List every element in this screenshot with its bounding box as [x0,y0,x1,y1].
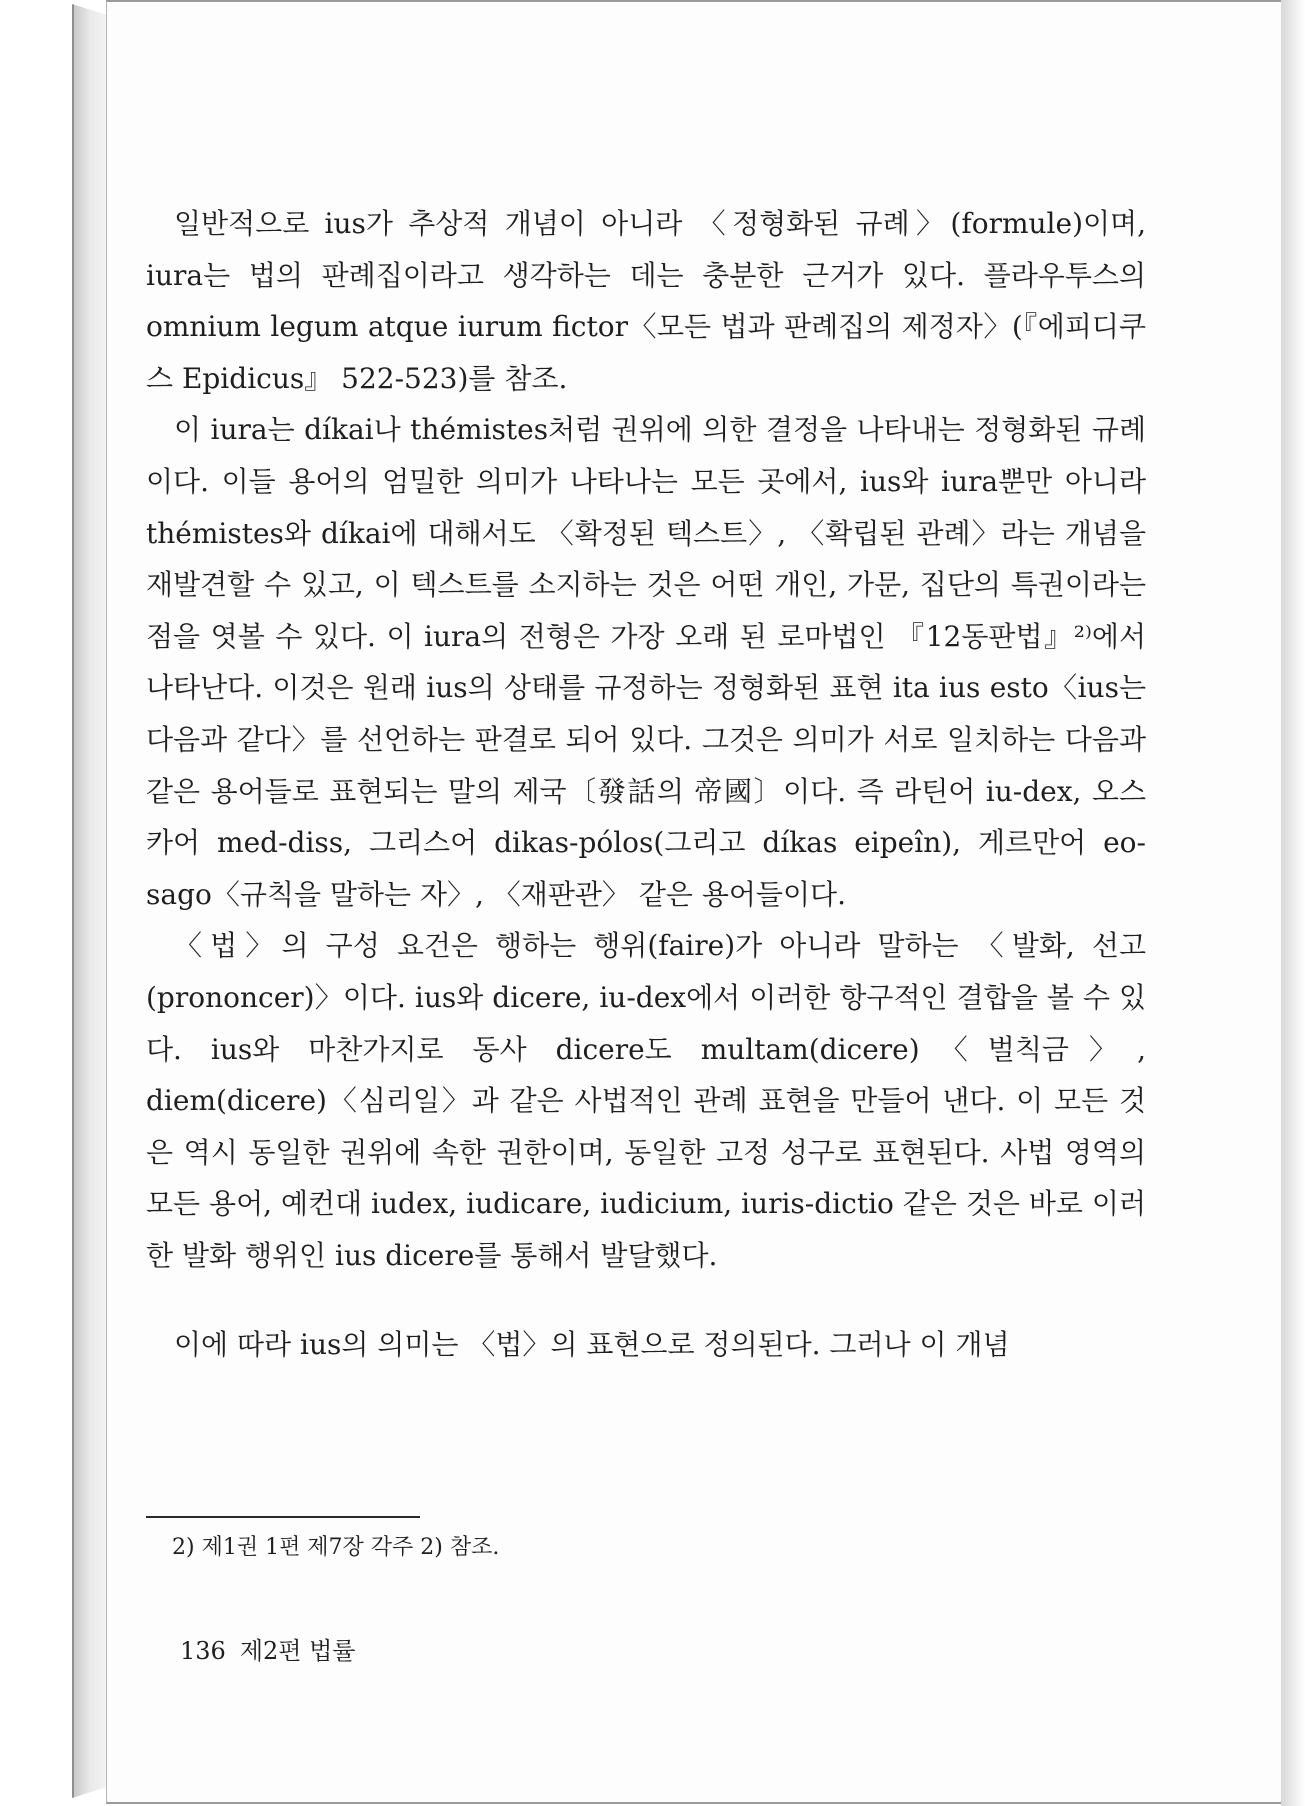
running-section-title: 제2편 법률 [239,1637,356,1665]
book-spine [72,4,110,1798]
paragraph-2: 이 iura는 díkai나 thémistes처럼 권위에 의한 결정을 나타내는 정형화된 규례이다. 이들 용어의 엄밀한 의미가 나타나는 모든 곳에서, ius와 iura뿐만 아니라 thémistes와 díkai에 대해서도 〈확정된 텍스트〉, 〈확립된 관례〉라는 개념을 재발견할 수 있고, 이 텍스트를 소지하는 것은 어떤 개인, 가문, 집단의 특권이라는 점을 엿볼 수 있다. 이 iura의 전형은 가장 오래 된 로마법인 『12동판법』²⁾에서 나타난다. 이것은 원래 ius의 상태를 규정하는 정형화된 표현 ita ius esto〈ius는 다음과 같다〉를 선언하는 판결로 되어 있다. 그것은 의미가 서로 일치하는 다음과 같은 용어들로 표현되는 말의 제국〔發話의 帝國〕이다. 즉 라틴어 iu-dex, 오스카어 med-diss, 그리스어 dikas-pólos(그리고 díkas eipeîn), 게르만어 eo-sago〈규칙을 말하는 자〉, 〈재판관〉 같은 용어들이다. [146,413,1146,911]
page-edge-shadow [1281,0,1305,1806]
paragraph-1: 일반적으로 ius가 추상적 개념이 아니라 〈정형화된 규례〉(formule)이며, iura는 법의 판례집이라고 생각하는 데는 충분한 근거가 있다. 플라우투스의 omnium legum atque iurum fictor〈모든 법과 판례집의 제정자〉(『에피디쿠스 Epidicus』 522-523)를 참조. [146,207,1146,395]
paragraph-3: 〈법〉의 구성 요건은 행하는 행위(faire)가 아니라 말하는 〈발화, 선고(prononcer)〉이다. ius와 dicere, iu-dex에서 이러한 항구적인 결합을 볼 수 있다. ius와 마찬가지로 동사 dicere도 multam(dicere)〈벌칙금〉, diem(dicere)〈심리일〉과 같은 사법적인 관례 표현을 만들어 낸다. 이 모든 것은 역시 동일한 권위에 속한 권한이며, 동일한 고정 성구로 표현된다. 사법 영역의 모든 용어, 예컨대 iudex, iudicare, iudicium, iuris-dictio 같은 것은 바로 이러한 발화 행위인 ius dicere를 통해서 발달했다. [146,929,1146,1272]
paragraph-4: 이에 따라 ius의 의미는 〈법〉의 표현으로 정의된다. 그러나 이 개념 [174,1328,1010,1362]
footnote-divider [146,1516,420,1518]
page-folio [180,1634,355,1668]
body-text [146,198,1146,1371]
footnote: 2) 제1권 1편 제7장 각주 2) 참조. [172,1535,500,1560]
page-number: 136 [180,1637,226,1665]
